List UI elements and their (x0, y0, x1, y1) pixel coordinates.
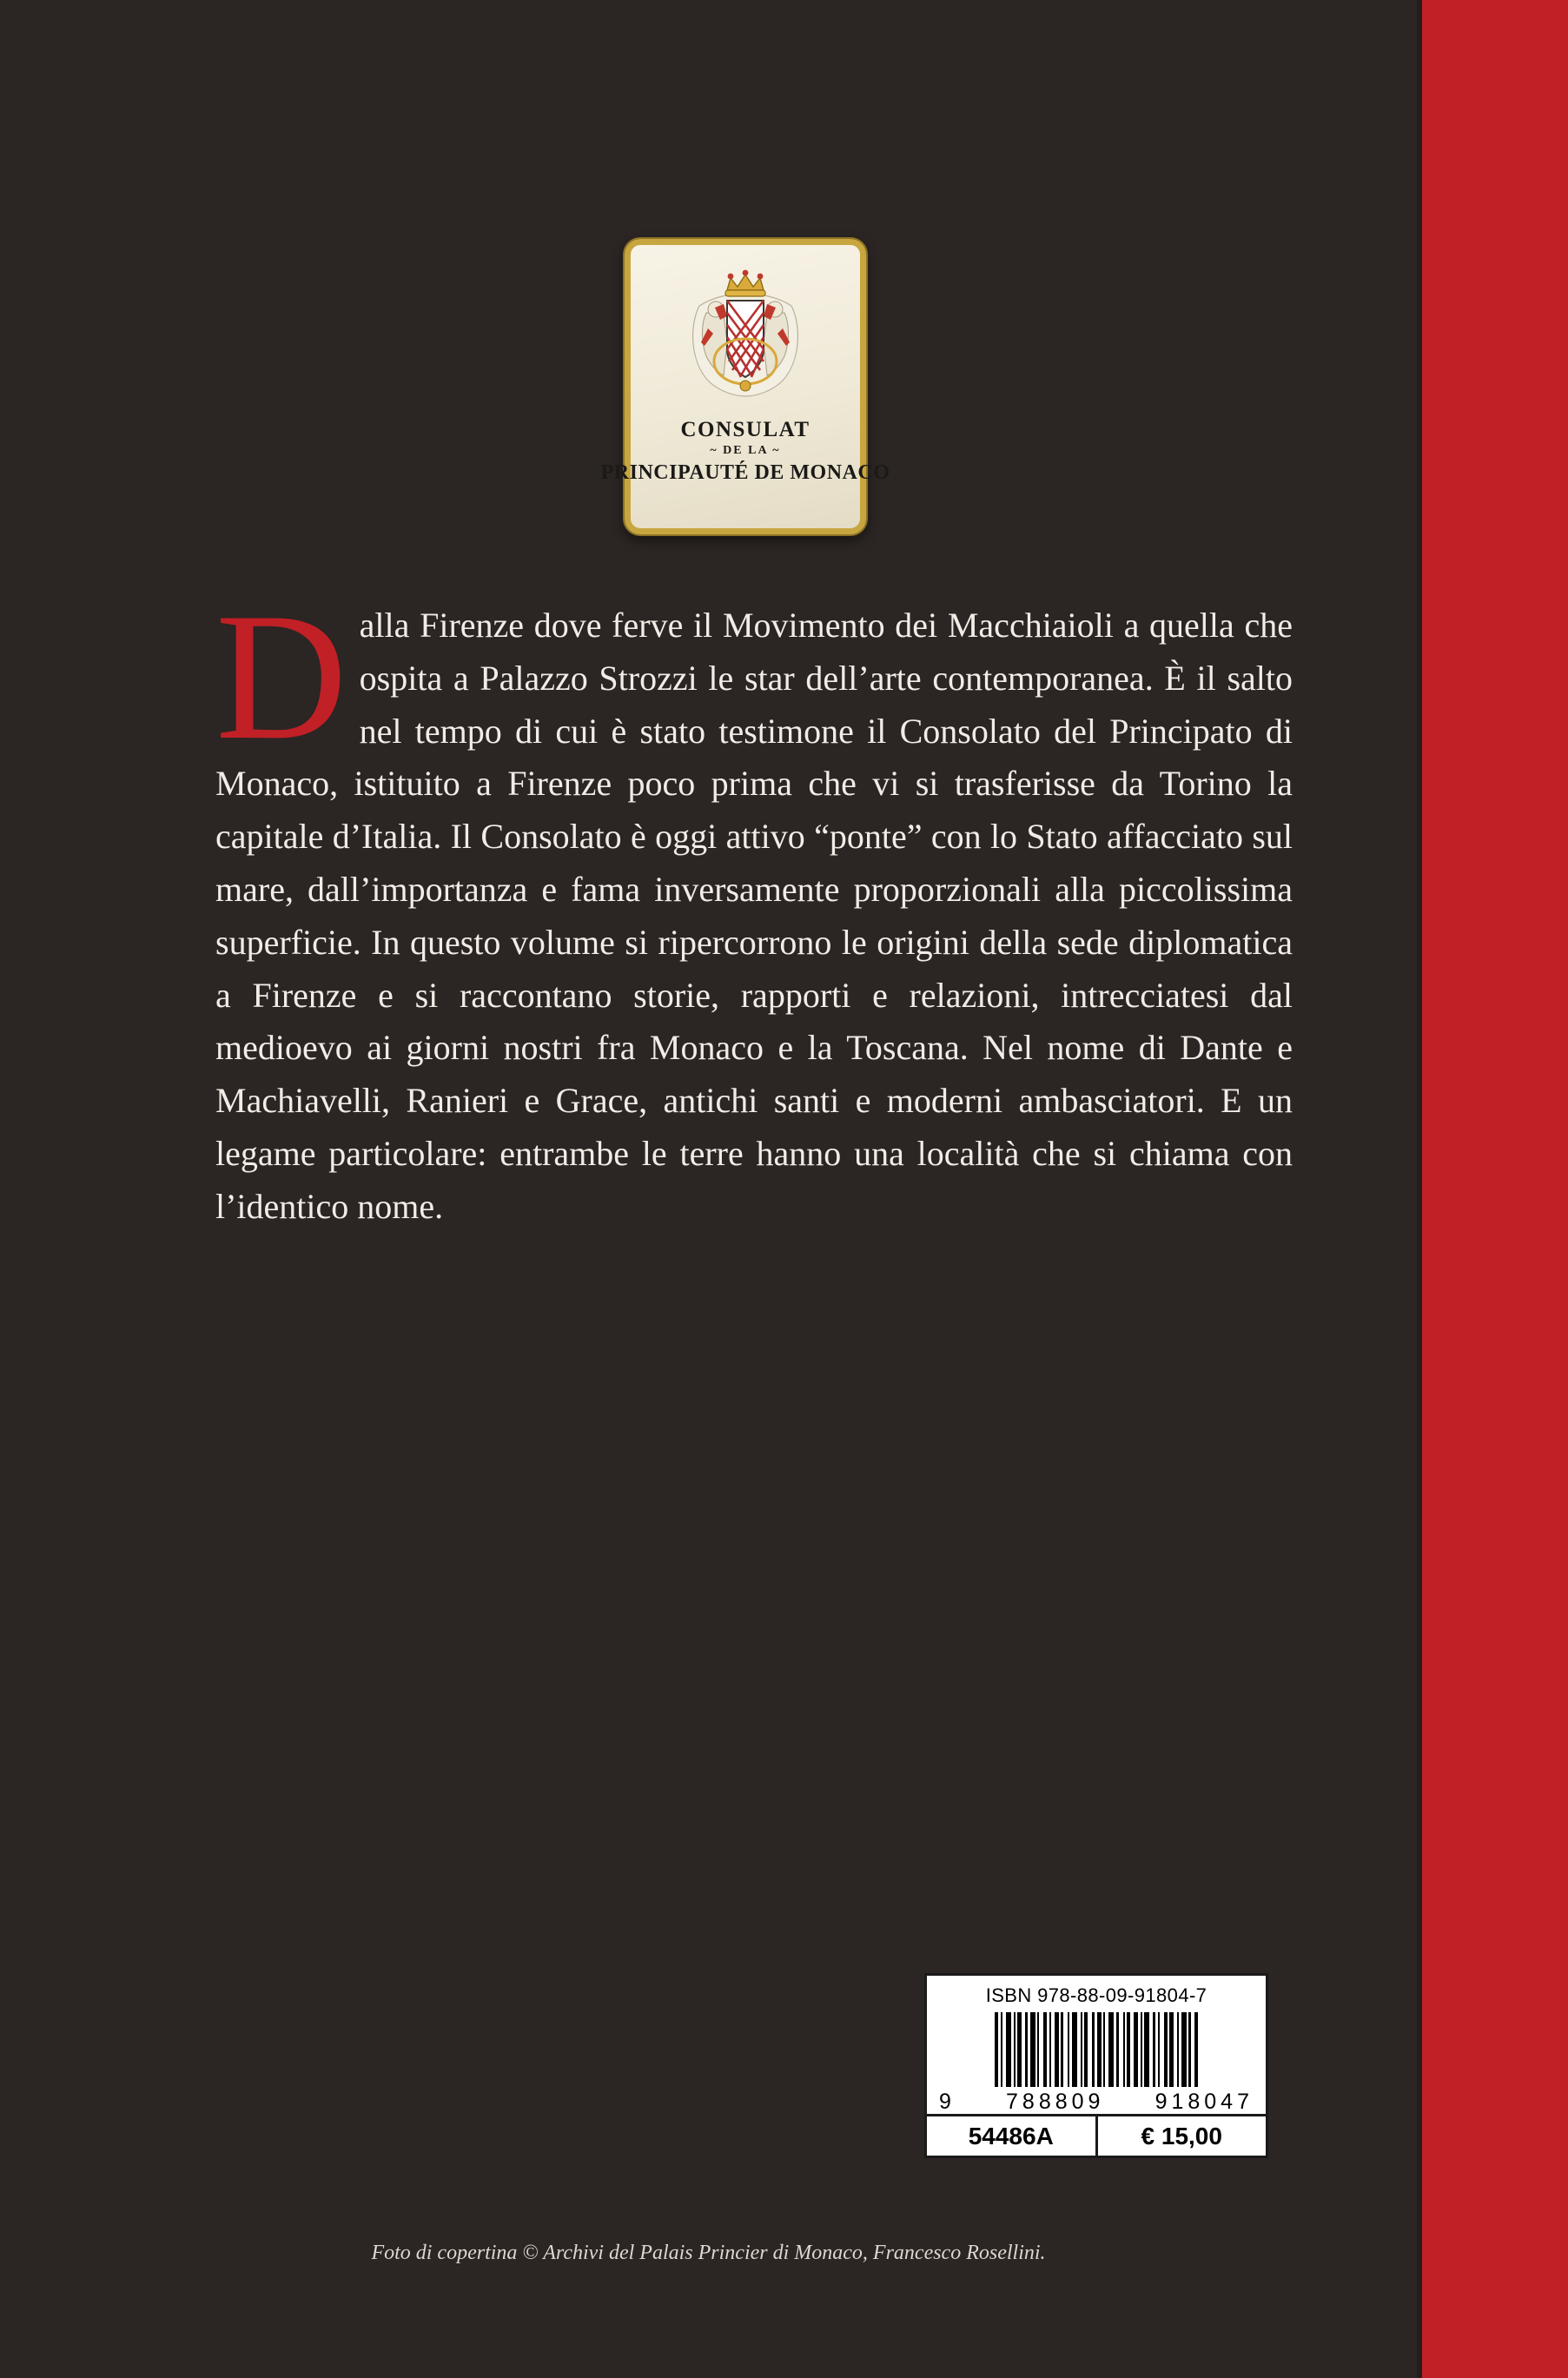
cover-photo-credit: Foto di copertina © Archivi del Palais Princier di Monaco, Francesco Rosellini. (371, 2242, 1046, 2264)
monaco-coat-of-arms-icon (666, 259, 824, 417)
blurb-body: alla Firenze dove ferve il Movimento dei Macchiaioli a quella che ospita a Palazzo Strozzi le star dell’arte contemporanea. È il salto nel tempo di cui è stato testimone il Consolato del Principato di Monaco, istituito a Firenze poco prima che vi si trasferisse da Torino la capitale d’Italia. Il Consolato è oggi attivo “ponte” con lo Stato affacciato sul mare, dall’importanza e fama inversamente proporzionali alla piccolissima superficie. In questo volume si ripercorrono le origini della sede diplomatica a Firenze e si raccontano storie, rapporti e relazioni, intrecciatesi dal medioevo ai giorni nostri fra Monaco e la Toscana. Nel nome di Dante e Machiavelli, Ranieri e Grace, antichi santi e moderni ambasciatori. E un legame particolare: entrambe le terre hanno una località che si chiama con l’identico nome. (215, 606, 1293, 1226)
barcode-digit-left: 9 (939, 2090, 956, 2114)
plaque-line-principaute: PRINCIPAUTÉ DE MONACO (600, 460, 890, 484)
plaque-line-consulat: CONSULAT (680, 418, 810, 441)
back-cover-blurb (215, 576, 1293, 1234)
barcode-digit-middle: 788809 (1006, 2090, 1105, 2114)
blurb-dropcap: D (215, 576, 347, 778)
spine-red-band (1422, 0, 1568, 2378)
isbn-label: ISBN 978-88-09-91804-7 (985, 1984, 1207, 2006)
barcode-price-row (927, 2114, 1266, 2156)
catalog-code: 54486A (927, 2116, 1098, 2156)
barcode-digit-right: 918047 (1154, 2090, 1254, 2114)
plaque-text-block (601, 419, 890, 484)
barcode-digits (937, 2087, 1255, 2115)
barcode-bars (937, 2012, 1255, 2087)
plaque-line-de-la: ~ DE LA ~ (710, 444, 781, 458)
price-label: € 15,00 (1141, 2122, 1222, 2149)
consulate-plaque (600, 239, 890, 534)
barcode-block (924, 1973, 1268, 2158)
